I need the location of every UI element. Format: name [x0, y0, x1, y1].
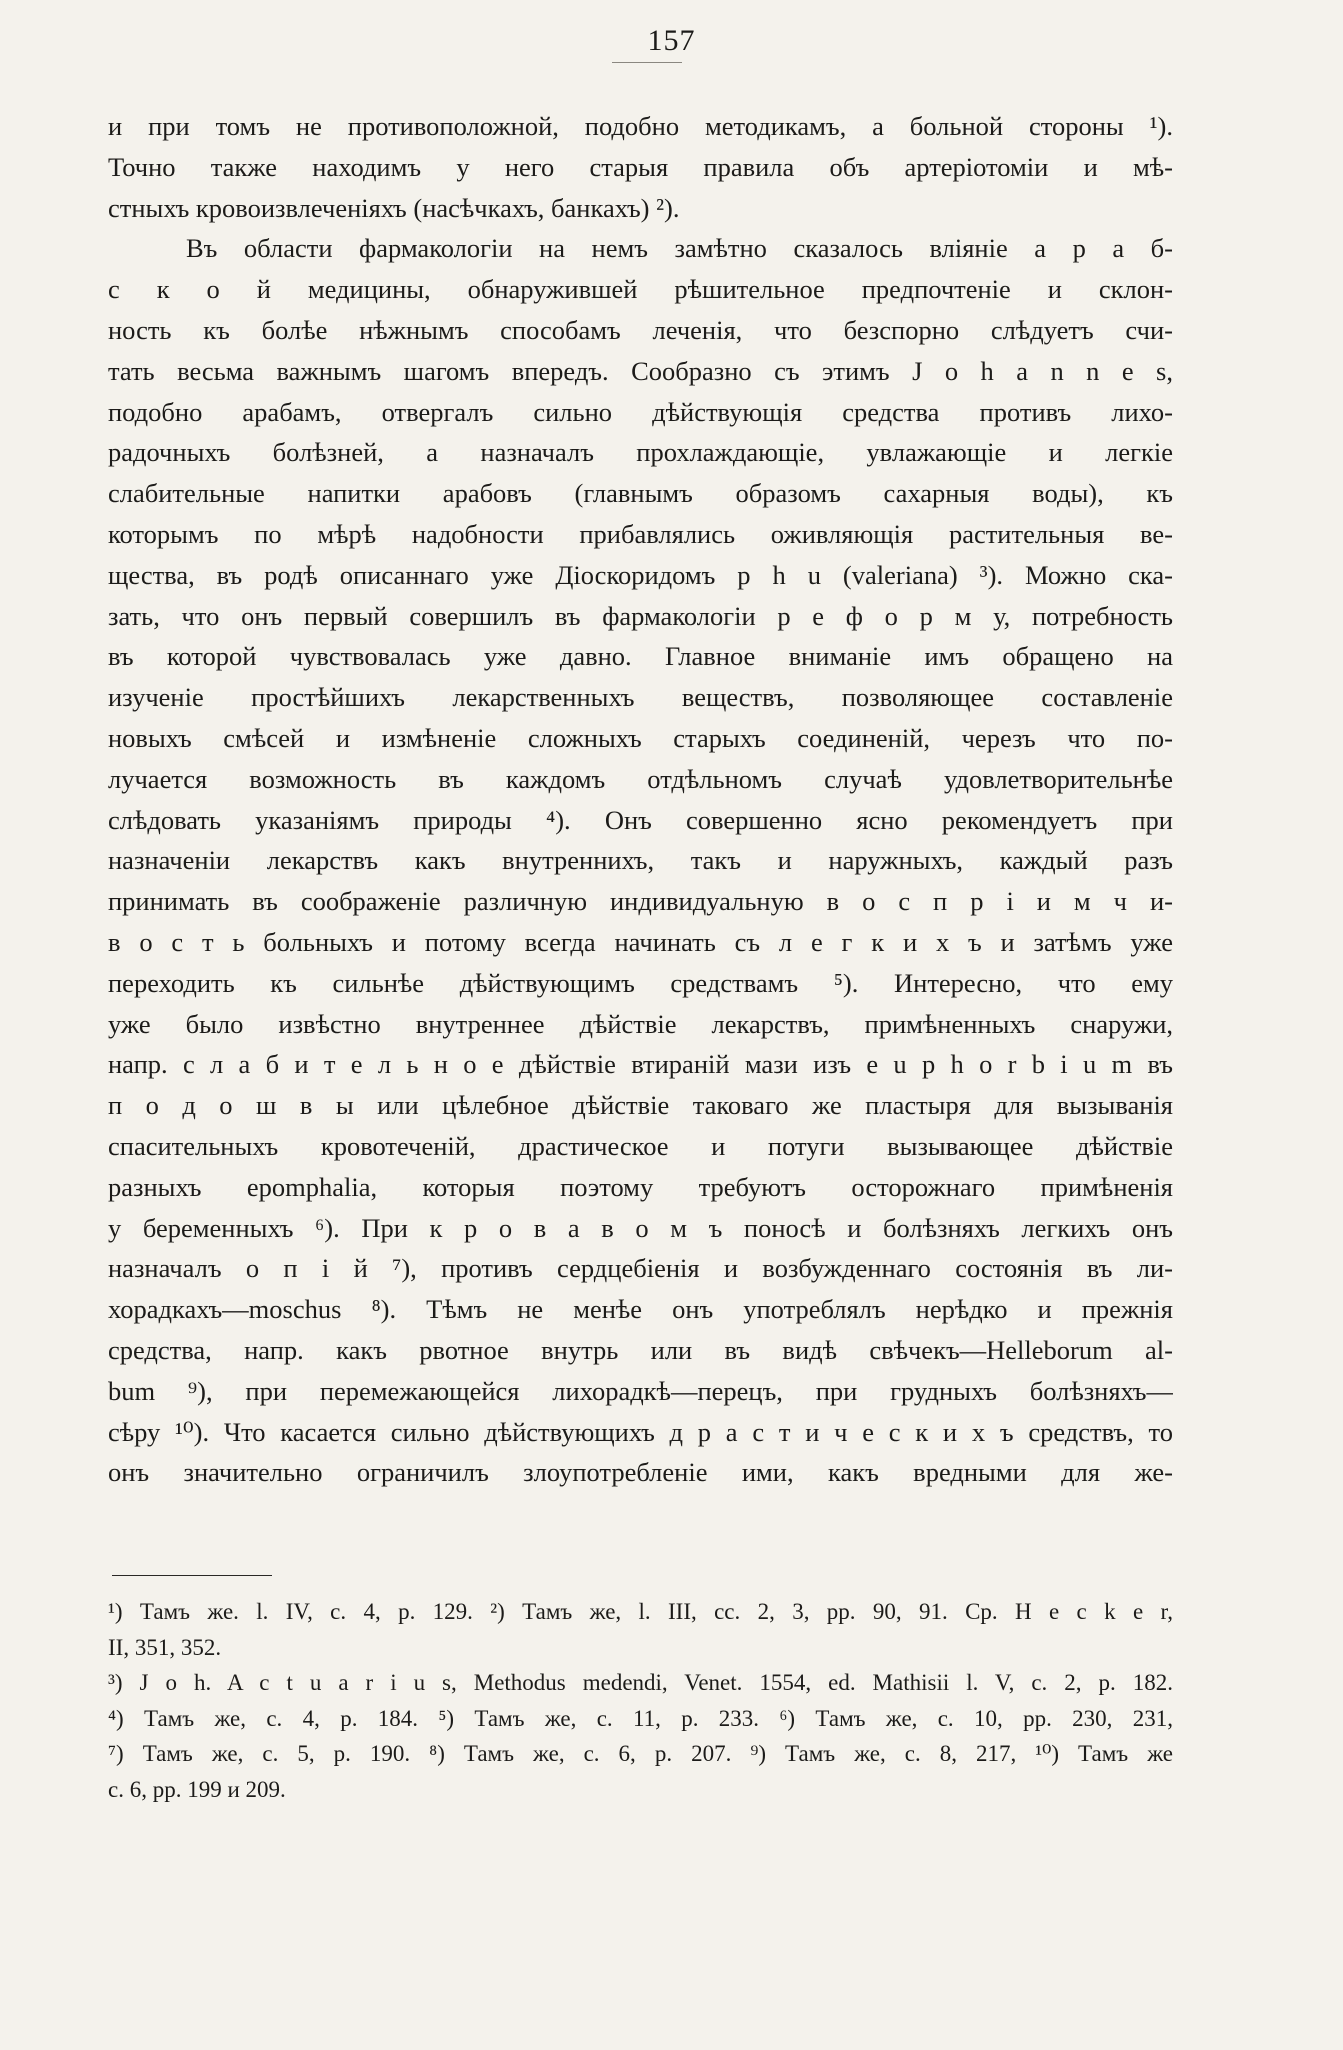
text-line: ность къ болѣе нѣжнымъ способамъ леченія, что безспорно слѣдуетъ счи-	[108, 314, 1173, 345]
footnote-line: ⁷) Тамъ же, c. 5, p. 190. ⁸) Тамъ же, c. 6, p. 207. ⁹) Тамъ же, c. 8, 217, ¹⁰) Тамъ же	[108, 1741, 1173, 1766]
text-line: и при томъ не противоположной, подобно методикамъ, а больной стороны ¹).	[108, 111, 1173, 141]
text-line: уже было извѣстно внутреннее дѣйствіе лекарствъ, примѣненныхъ снаружи,	[108, 1008, 1173, 1039]
page-number: 157	[647, 24, 696, 57]
text-line: напр. с л а б и т е л ь н о е дѣйствіе втираній мази изъ e u p h o r b i u m въ	[108, 1049, 1173, 1080]
text-line: разныхъ epomphalia, которыя поэтому требуютъ осторожнаго примѣненія	[108, 1171, 1173, 1202]
text-line: п о д о ш в ы или цѣлебное дѣйствіе таковаго же пластыря для вызыванія	[108, 1090, 1173, 1121]
footnote-line: ³) J o h. A c t u a r i u s, Methodus medendi, Venet. 1554, ed. Mathisii l. V, c. 2, p. 182.	[108, 1670, 1173, 1695]
footnote-line: ⁴) Тамъ же, c. 4, p. 184. ⁵) Тамъ же, c. 11, p. 233. ⁶) Тамъ же, c. 10, pp. 230, 231,	[108, 1705, 1173, 1731]
text-line: слѣдовать указаніямъ природы ⁴). Онъ совершенно ясно рекомендуетъ при	[108, 804, 1173, 835]
text-line: новыхъ смѣсей и измѣненіе сложныхъ старыхъ соединеній, черезъ что по-	[108, 722, 1173, 753]
text-line: онъ значительно ограничилъ злоупотребленіе ими, какъ вредными для же-	[108, 1457, 1173, 1488]
text-line: которымъ по мѣрѣ надобности прибавлялись оживляющія растительныя ве-	[108, 518, 1173, 549]
text-line: назначеніи лекарствъ какъ внутреннихъ, такъ и наружныхъ, каждый разъ	[108, 845, 1173, 876]
text-line: подобно арабамъ, отвергалъ сильно дѣйствующія средства противъ лихо-	[108, 396, 1173, 427]
text-line: хорадкахъ—moschus ⁸). Тѣмъ не менѣе онъ употреблялъ нерѣдко и прежнія	[108, 1294, 1173, 1325]
text-line: стныхъ кровоизвлеченіяхъ (насѣчкахъ, банкахъ) ²).	[108, 192, 680, 223]
text-line: средства, напр. какъ рвотное внутрь или въ видѣ свѣчекъ—Helleborum al-	[108, 1334, 1173, 1365]
text-line: зать, что онъ первый совершилъ въ фармакологіи р е ф о р м у, потребность	[108, 600, 1173, 631]
text-line: переходить къ сильнѣе дѣйствующимъ средствамъ ⁵). Интересно, что ему	[108, 967, 1173, 998]
text-line: радочныхъ болѣзней, а назначалъ прохлаждающіе, увлажающіе и легкіе	[108, 437, 1173, 468]
text-line: въ которой чувствовалась уже давно. Главное вниманіе имъ обращено на	[108, 641, 1173, 672]
footnote-line: ¹) Тамъ же. l. IV, c. 4, p. 129. ²) Тамъ же, l. III, cc. 2, 3, pp. 90, 91. Cp. H e c k e r,	[108, 1599, 1173, 1624]
text-line: назначалъ о п і й ⁷), противъ сердцебіенія и возбужденнаго состоянія въ ли-	[108, 1253, 1173, 1284]
footnote-line: c. 6, pp. 199 и 209.	[108, 1776, 286, 1802]
text-line: лучается возможность въ каждомъ отдѣльномъ случаѣ удовлетворительнѣе	[108, 763, 1173, 794]
footnotes	[108, 1594, 1173, 1807]
text-line: спасительныхъ кровотеченій, драстическое и потуги вызывающее дѣйствіе	[108, 1130, 1173, 1161]
text-line: в о с т ь больныхъ и потому всегда начинать съ л е г к и х ъ и затѣмъ уже	[108, 926, 1173, 957]
text-line: изученіе простѣйшихъ лекарственныхъ веществъ, позволяющее составленіе	[108, 682, 1173, 713]
text-line: слабительные напитки арабовъ (главнымъ образомъ сахарныя воды), къ	[108, 478, 1173, 509]
text-line: тать весьма важнымъ шагомъ впередъ. Сообразно съ этимъ J o h a n n e s,	[108, 355, 1173, 386]
text-line: Въ области фармакологіи на немъ замѣтно сказалось вліяніе а р а б-	[186, 233, 1173, 264]
text-line: Точно также находимъ у него старыя правила объ артеріотоміи и мѣ-	[108, 151, 1173, 182]
page-number-underline	[612, 62, 682, 63]
text-line: принимать въ соображеніе различную индивидуальную в о с п р і и м ч и-	[108, 886, 1173, 917]
text-line: сѣру ¹⁰). Что касается сильно дѣйствующихъ д р а с т и ч е с к и х ъ средствъ, то	[108, 1416, 1173, 1447]
main-text	[108, 106, 1173, 1493]
text-line: щества, въ родѣ описаннаго уже Діоскоридомъ p h u (valeriana) ³). Можно ска-	[108, 559, 1173, 590]
footnote-separator	[112, 1575, 272, 1576]
text-line: с к о й медицины, обнаружившей рѣшительное предпочтеніе и склон-	[108, 274, 1173, 305]
text-line: у беременныхъ ⁶). При к р о в а в о м ъ поносѣ и болѣзняхъ легкихъ онъ	[108, 1212, 1173, 1243]
footnote-line: II, 351, 352.	[108, 1634, 222, 1660]
text-line: bum ⁹), при перемежающейся лихорадкѣ—перецъ, при грудныхъ болѣзняхъ—	[108, 1375, 1173, 1406]
